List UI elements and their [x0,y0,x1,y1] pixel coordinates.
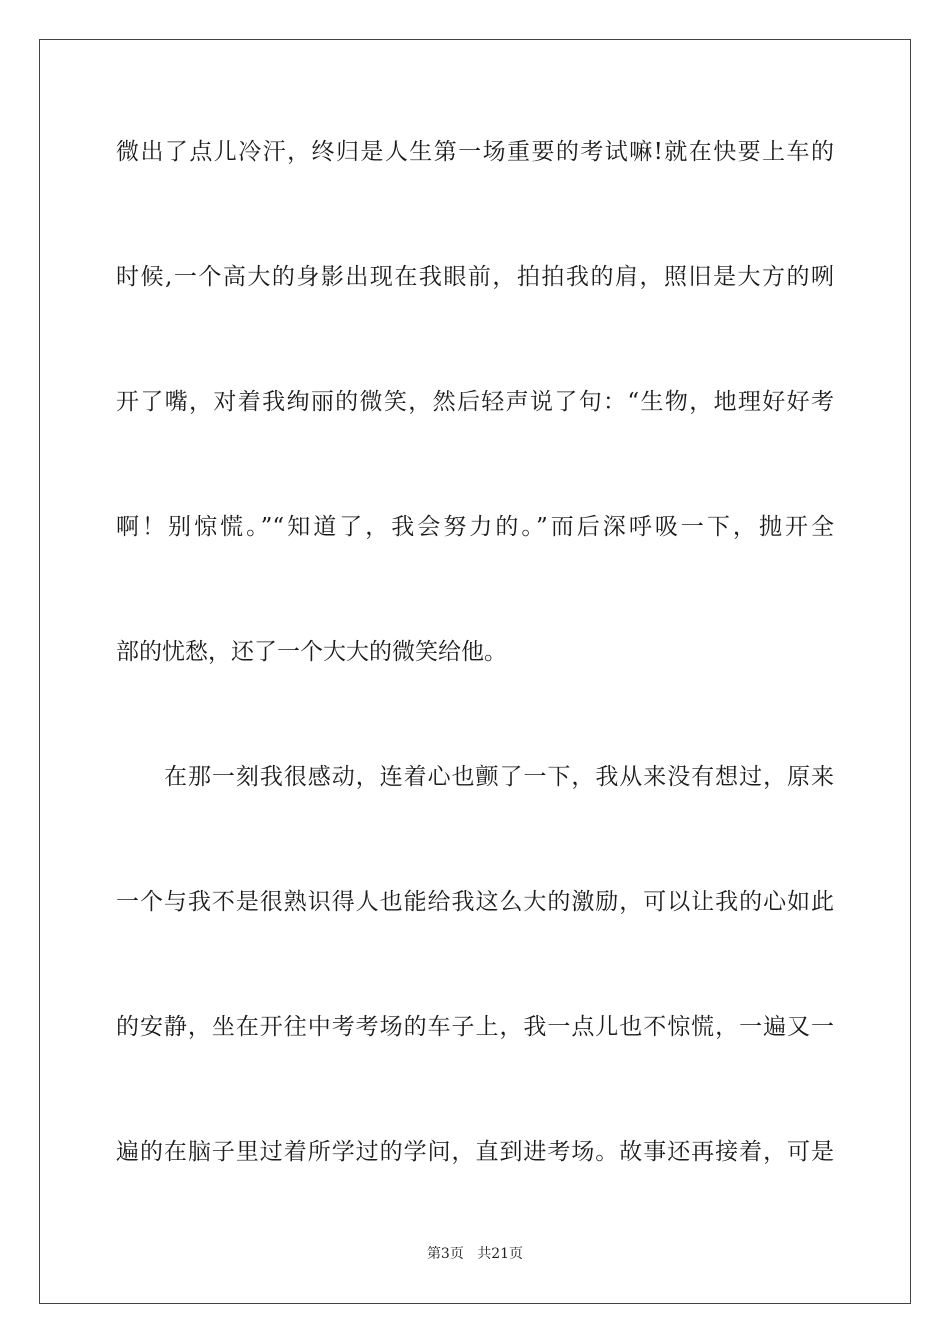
page-total: 共21页 [477,1246,524,1262]
text-line-6: 在那一刻我很感动，连着心也颤了一下，我从来没有想过，原来 [164,764,834,790]
text-line-3: 开了嘴，对着我绚丽的微笑，然后轻声说了句：“生物，地理好好考 [116,389,834,415]
text-line-4: 啊！别惊慌。”“知道了，我会努力的。”而后深呼吸一下，抛开全 [116,514,834,540]
text-line-5: 部的忧愁，还了一个大大的微笑给他。 [116,639,507,665]
text-line-9: 遍的在脑子里过着所学过的学问，直到进考场。故事还再接着，可是 [116,1139,834,1165]
text-line-1: 微出了点儿冷汗，终归是人生第一场重要的考试嘛!就在快要上车的 [116,139,834,165]
text-line-2: 时候,一个高大的身影出现在我眼前，拍拍我的肩，照旧是大方的咧 [116,264,834,290]
text-line-7: 一个与我不是很熟识得人也能给我这么大的激励，可以让我的心如此 [116,889,834,915]
page-number: 第3页 [426,1246,464,1262]
body-text [116,126,834,1251]
text-line-8: 的安静，坐在开往中考考场的车子上，我一点儿也不惊慌，一遍又一 [116,1014,834,1040]
page-footer [0,1244,950,1264]
